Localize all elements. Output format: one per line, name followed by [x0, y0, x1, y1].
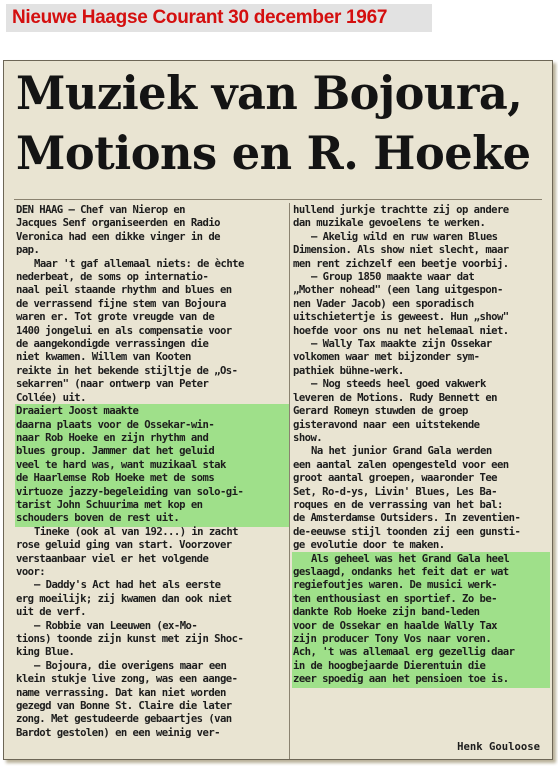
article-paragraph: [293, 204, 549, 231]
text-line: in de hoogbejaarde Dierentuin die: [293, 660, 549, 673]
text-line: show.: [293, 431, 323, 444]
newspaper-clipping: [3, 60, 553, 760]
text-line: Jacques Senf organiseerden en Radio: [16, 217, 220, 230]
text-line: pap.: [16, 244, 40, 257]
highlighted-text-line: veel te hard was, want muzikaal stak: [16, 459, 288, 472]
article-paragraph: [16, 526, 288, 580]
text-line: — Nog steeds heel goed vakwerk: [311, 378, 486, 391]
text-line: DEN HAAG — Chef van Nierop en: [16, 204, 186, 216]
text-line: Dimension. Als show niet slecht, maar: [293, 244, 509, 257]
article-paragraph: [293, 553, 549, 687]
text-line: „Mother nohead" (een lang uitgespon-: [293, 284, 503, 297]
text-line: nen Vader Jacob) een sporadisch: [293, 297, 474, 310]
text-line: zeer spoedig aan het pensioen toe is.: [293, 673, 549, 686]
text-line: gezegd van Bonne St. Claire die later: [16, 700, 232, 713]
text-line: rose geluid ging van start. Voorzover: [16, 539, 232, 552]
highlighted-text-line: tarist John Schuurima met kop en: [16, 499, 288, 512]
highlighted-text-line: virtuoze jazzy-begeleiding van solo-gi-: [16, 486, 288, 499]
text-line: de verrassend fijne stem van Bojoura: [16, 297, 226, 310]
text-line: — Robbie van Leeuwen (ex-Mo-: [34, 619, 198, 632]
source-caption: Nieuwe Haagse Courant 30 december 1967: [6, 4, 432, 32]
text-line: waren er. Tot grote vreugde van de: [16, 311, 215, 324]
text-line: dan muzikale gevoelens te werken.: [293, 217, 486, 230]
text-line: Gerard Romeyn stuwden de groep: [293, 405, 468, 418]
byline: Henk Gouloose: [457, 741, 540, 753]
highlighted-text-line: naar Rob Hoeke en zijn rhythm and: [16, 432, 288, 445]
text-line: verstaanbaar viel er het volgende: [16, 552, 209, 565]
text-line: de Amsterdamse Outsiders. In zeventien-: [293, 512, 521, 525]
text-line: voor de Ossekar en haalde Wally Tax: [293, 620, 549, 633]
text-line: tions) toonde zijn kunst met zijn Shoc-: [16, 633, 244, 645]
text-line: roques en de verrassing van het bal:: [293, 498, 503, 511]
article-paragraph: [293, 338, 549, 378]
text-line: zong. Met gestudeerde gebaartjes (van: [16, 713, 232, 726]
article-paragraph: [16, 258, 288, 526]
text-line: — Group 1850 maakte waar dat: [311, 271, 475, 284]
text-line: regiefoutjes waren. De musici werk-: [293, 579, 549, 592]
text-line: name verrassing. Dat kan niet worden: [16, 686, 226, 699]
text-line: niet kwamen. Willem van Kooten: [16, 351, 191, 364]
highlighted-text-line: schouders boven de rest uit.: [16, 512, 288, 525]
text-line: — Bojoura, die overigens maar een: [34, 659, 227, 672]
text-line: reikte in het bekende stijltje de „Os-: [16, 364, 238, 377]
text-line: Na het junior Grand Gala werden: [311, 445, 492, 458]
text-line: men rent zichzelf een beetje voorbij.: [293, 257, 509, 270]
text-line: — Daddy's Act had het als eerste: [34, 579, 221, 592]
text-line: nederbeat, de soms op internatio-: [16, 271, 209, 284]
article-paragraph: [16, 620, 288, 660]
article-paragraph: [293, 271, 549, 338]
column-divider: [289, 203, 290, 760]
text-line: Als geheel was het Grand Gala heel: [293, 553, 549, 566]
text-line: Set, Ro-d-ys, Livin' Blues, Les Ba-: [293, 485, 497, 498]
column-top-rule: [14, 199, 542, 200]
text-line: leveren de Motions. Rudy Bennett en: [293, 391, 497, 404]
text-line: ten enthousiast en sportief. Zo be-: [293, 593, 549, 606]
text-line: een aantal zalen opengesteld voor een: [293, 458, 509, 471]
text-line: uitschietertje is geweest. Hun „show": [293, 311, 509, 324]
text-line: hullend jurkje trachtte zij op andere: [293, 204, 509, 216]
text-line: Collée) uit.: [16, 391, 86, 404]
text-line: pathiek bühne-werk.: [293, 364, 404, 377]
article-paragraph: [16, 660, 288, 740]
article-column-right: [293, 204, 549, 687]
text-line: Veronica had een dikke vinger in de: [16, 230, 220, 243]
article-paragraph: [16, 204, 288, 258]
highlighted-text-line: de Haarlemse Rob Hoeke met de soms: [16, 472, 288, 485]
text-line: Bardot gestolen) en een weinig ver-: [16, 726, 220, 739]
text-line: dankte Rob Hoeke zijn band-leden: [293, 606, 549, 619]
text-line: naal peil staande rhythm and blues en: [16, 284, 232, 297]
text-line: geslaagd, ondanks het feit dat er wat: [293, 566, 549, 579]
text-line: hoefde voor ons nu net helemaal niet.: [293, 324, 509, 337]
headline: [16, 63, 530, 183]
text-line: sekarren" (naar ontwerp van Peter: [16, 378, 209, 391]
headline-line-2: Motions en R. Hoeke: [16, 126, 531, 180]
text-line: erg moeilijk; zij kwamen dan ook niet: [16, 592, 232, 605]
article-paragraph: [293, 231, 549, 271]
text-line: volkomen waar met bijzonder sym-: [293, 351, 480, 364]
text-line: zijn producer Tony Vos naar voren.: [293, 633, 549, 646]
text-line: uit de verf.: [16, 606, 86, 619]
text-line: — Wally Tax maakte zijn Ossekar: [311, 338, 492, 351]
article-paragraph: [16, 579, 288, 619]
article-column-left: [16, 204, 288, 740]
text-line: gisteravond naar een uitstekende: [293, 418, 480, 431]
article-paragraph: [293, 445, 549, 552]
article-paragraph: [293, 378, 549, 445]
text-line: groot aantal groepen, waaronder Tee: [293, 472, 497, 485]
highlighted-text-line: daarna plaats voor de Ossekar-win-: [16, 419, 288, 432]
text-line: de-eeuwse stijl toonden zij een gunsti-: [293, 525, 521, 538]
text-line: klein stukje live zong, was een aange-: [16, 673, 238, 686]
highlighted-text-line: Draaiert Joost maakte: [16, 405, 288, 418]
text-line: king Blue.: [16, 646, 75, 659]
text-line: 1400 jongelui en als compensatie voor: [16, 324, 232, 337]
text-line: Maar 't gaf allemaal niets: de èchte: [34, 257, 244, 270]
highlighted-text-line: blues group. Jammer dat het geluid: [16, 445, 288, 458]
text-line: voor:: [16, 565, 46, 578]
text-line: de aangekondigde verrassingen die: [16, 338, 209, 351]
text-line: Tineke (ook al van 192...) in zacht: [34, 525, 238, 538]
text-line: Ach, 't was allemaal erg gezellig daar: [293, 646, 549, 659]
text-line: ge evolutie door te maken.: [293, 539, 445, 552]
headline-line-1: Muziek van Bojoura,: [16, 66, 523, 120]
text-line: — Akelig wild en ruw waren Blues: [311, 230, 498, 243]
